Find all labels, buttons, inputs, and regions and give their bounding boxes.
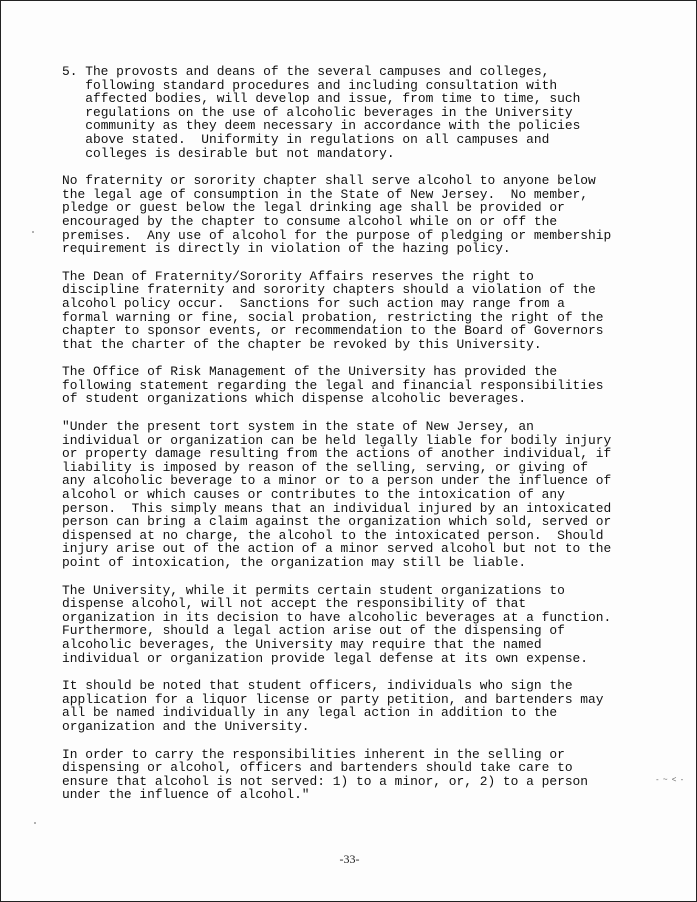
paragraph-university-responsibility: The University, while it permits certain student organizations to dispense alcohol, will not accept the responsibility of that organization in its decision to have alcoholic beverages at a function. Furthermore, should a legal action arise out of the dispensing of alcoholic beverages, the University may require that the named individual or organization provide legal defense at its own expense.: [62, 582, 612, 666]
paragraph-risk-management: The Office of Risk Management of the University has provided the following statement regarding the legal and financial responsibilities of student organizations which dispense alcoholic beverages.: [62, 364, 604, 407]
scan-speck: [32, 231, 34, 233]
document-body: [62, 65, 662, 816]
margin-annotation: - ~ < -: [656, 775, 685, 784]
paragraph-fraternity-alcohol: No fraternity or sorority chapter shall serve alcohol to anyone below the legal age of consumption in the State of New Jersey. No member, pledge or guest below the legal drinking age shall be provided or encouraged by the chapter to consume alcohol while on or off the premises. Any use of alcohol for the purpose of pledging or membership requirement is directly in violation of the hazing policy.: [62, 173, 612, 257]
paragraph-officers-liability: It should be noted that student officers, individuals who sign the application for a liquor license or party petition, and bartenders may all be named individually in any legal action in addition to the organization and the University.: [62, 678, 604, 734]
policy-item-5: 5. The provosts and deans of the several campuses and colleges, following standard procedures and including consultation with affected bodies, will develop and issue, from time to time, such regulations on the use of alcoholic beverages in the University community as they deem necessary in accordance with the policies above stated. Uniformity in regulations on all campuses and colleges is desirable but not mandatory.: [62, 64, 581, 161]
paragraph-tort-statement: "Under the present tort system in the state of New Jersey, an individual or organization can be held legally liable for bodily injury or property damage resulting from the actions of another individual, if liability is imposed by reason of the selling, serving, or giving of any alcoholic beverage to a minor or to a person under the influence of alcohol or which causes or contributes to the intoxication of any person. This simply means that an individual injured by an intoxicated person can bring a claim against the organization which sold, served or dispensed at no charge, the alcohol to the intoxicated person. Should injury arise out of the action of a minor served alcohol but not to the point of intoxication, the organization may still be liable.: [62, 419, 612, 570]
paragraph-carry-responsibilities: In order to carry the responsibilities inherent in the selling or dispensing or alcohol, officers and bartenders should take care to ensure that alcohol is not served: 1) to a minor, or, 2) to a person under the influence of alcohol.": [62, 746, 589, 803]
scan-speck: [34, 822, 36, 824]
page-number: -33-: [339, 852, 360, 866]
paragraph-dean-sanctions: The Dean of Fraternity/Sorority Affairs reserves the right to discipline fraternity and sorority chapters should a violation of the alcohol policy occur. Sanctions for such action may range from a formal warning or fine, social probation, restricting the right of the chapter to sponsor events, or recommendation to the Board of Governors that the charter of the chapter be revoked by this University.: [62, 268, 604, 352]
